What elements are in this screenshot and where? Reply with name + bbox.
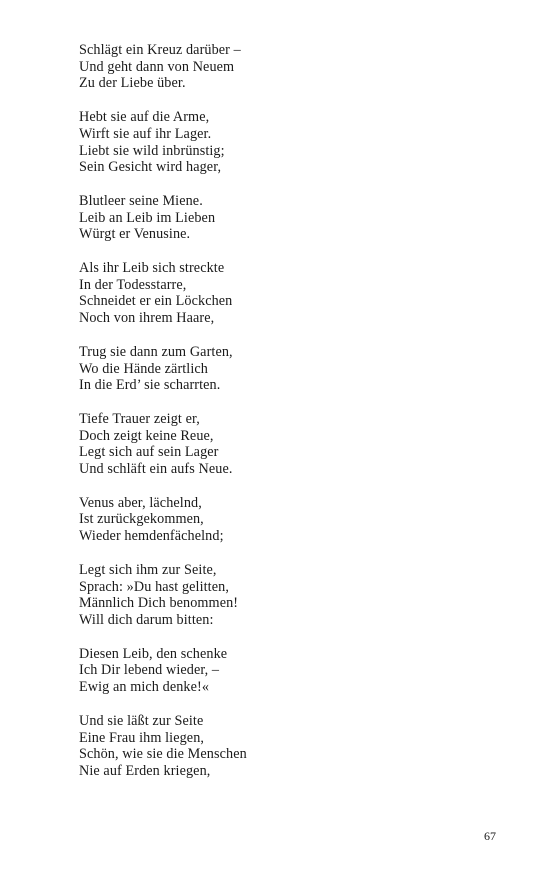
- poem-line: In die Erd’ sie scharrten.: [79, 377, 221, 394]
- poem-line: Liebt sie wild inbrünstig;: [79, 142, 225, 159]
- stanza: [79, 42, 499, 92]
- stanza: [79, 344, 499, 394]
- poem-line: Wo die Hände zärtlich: [79, 360, 208, 377]
- poem-line: In der Todesstarre,: [79, 276, 187, 293]
- poem-line: Würgt er Venusine.: [79, 226, 191, 243]
- poem-line: Schlägt ein Kreuz darüber –: [79, 42, 241, 58]
- poem-line: Als ihr Leib sich streckte: [79, 260, 225, 277]
- poem-line: Venus aber, lächelnd,: [79, 494, 202, 511]
- poem-line: Doch zeigt keine Reue,: [79, 427, 214, 444]
- poem-line: Ewig an mich denke!«: [79, 679, 210, 696]
- poem-line: Legt sich ihm zur Seite,: [79, 561, 217, 578]
- poem-line: Und geht dann von Neuem: [79, 58, 235, 75]
- stanza: [79, 109, 499, 176]
- poem-line: Will dich darum bitten:: [79, 611, 214, 628]
- poem-line: Wieder hemdenfächelnd;: [79, 528, 224, 545]
- poem-line: Trug sie dann zum Garten,: [79, 343, 233, 360]
- poem-line: Schön, wie sie die Menschen: [79, 746, 247, 763]
- poem-line: Schneidet er ein Löckchen: [79, 293, 233, 310]
- stanza: [79, 193, 499, 243]
- stanza: [79, 411, 499, 478]
- page-number: 67: [484, 829, 496, 843]
- poem-line: Ich Dir lebend wieder, –: [79, 662, 220, 679]
- poem-line: Noch von ihrem Haare,: [79, 310, 215, 327]
- poem-line: Hebt sie auf die Arme,: [79, 109, 210, 126]
- stanza: [79, 260, 499, 327]
- poem-line: Sein Gesicht wird hager,: [79, 159, 222, 176]
- poem-line: Diesen Leib, den schenke: [79, 645, 228, 662]
- poem-text: [79, 42, 499, 797]
- poem-line: Ist zurückgekommen,: [79, 511, 204, 528]
- poem-line: Zu der Liebe über.: [79, 75, 186, 92]
- stanza: [79, 562, 499, 629]
- poem-line: Tiefe Trauer zeigt er,: [79, 410, 200, 427]
- poem-line: Und sie läßt zur Seite: [79, 712, 204, 729]
- poem-line: Und schläft ein aufs Neue.: [79, 461, 233, 478]
- poem-line: Wirft sie auf ihr Lager.: [79, 125, 212, 142]
- stanza: [79, 713, 499, 780]
- stanza: [79, 495, 499, 545]
- poem-line: Nie auf Erden kriegen,: [79, 762, 211, 779]
- poem-line: Legt sich auf sein Lager: [79, 444, 219, 461]
- poem-line: Eine Frau ihm liegen,: [79, 729, 205, 746]
- poem-line: Männlich Dich benommen!: [79, 595, 239, 612]
- stanza: [79, 646, 499, 696]
- poem-line: Sprach: »Du hast gelitten,: [79, 578, 229, 595]
- poem-line: Blutleer seine Miene.: [79, 192, 203, 209]
- poem-line: Leib an Leib im Lieben: [79, 209, 216, 226]
